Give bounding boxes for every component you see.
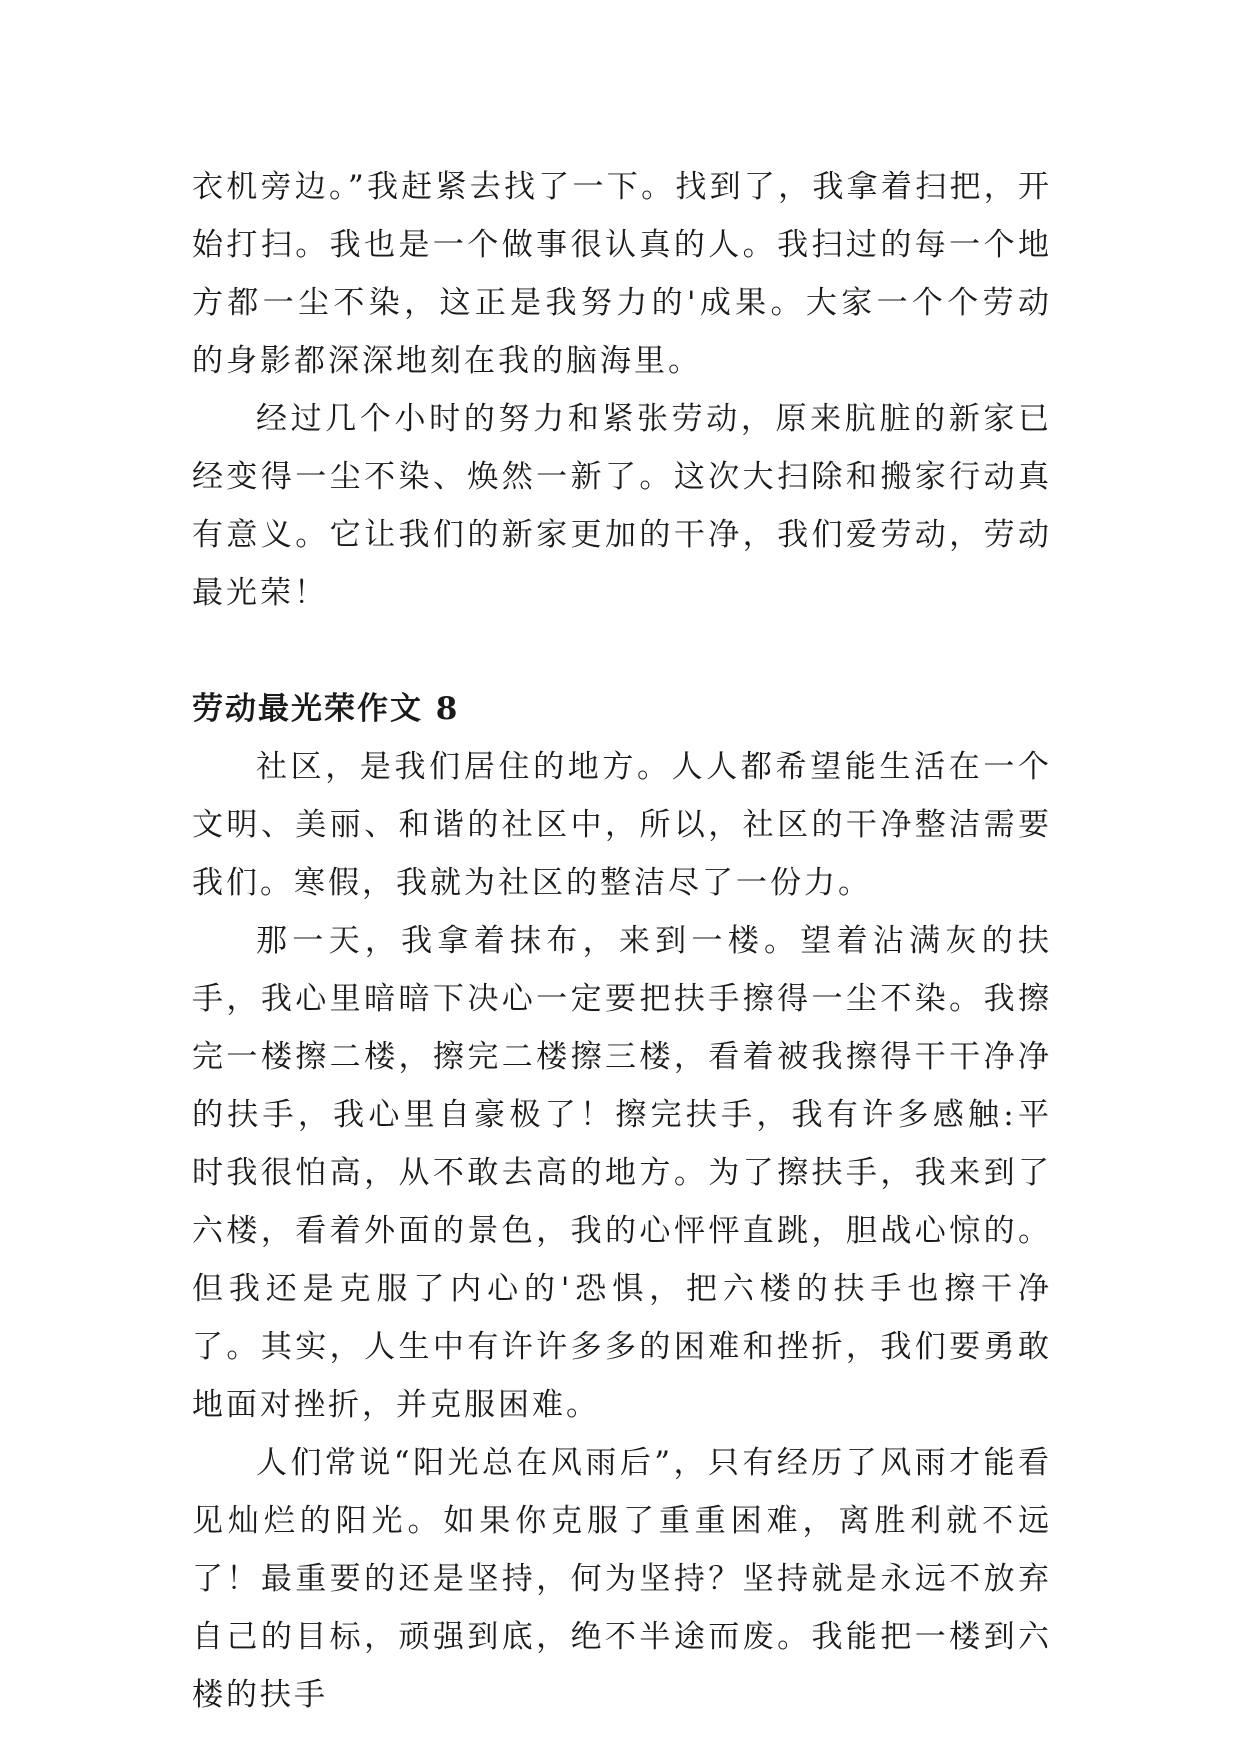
paragraph-3: 社区，是我们居住的地方。人人都希望能生活在一个文明、美丽、和谐的社区中，所以，社区的干净整洁需要我们。寒假，我就为社区的整洁尽了一份力。 [192,749,1052,901]
document-body [192,158,1052,1724]
paragraph-4: 那一天，我拿着抹布，来到一楼。望着沾满灰的扶手，我心里暗暗下决心一定要把扶手擦得一尘不染。我擦完一楼擦二楼，擦完二楼擦三楼，看着被我擦得干干净净的扶手，我心里自豪极了！擦完扶手，我有许多感触:平时我很怕高，从不敢去高的地方。为了擦扶手，我来到了六楼，看着外面的景色，我的心怦怦直跳，胆战心惊的。但我还是克服了内心的'恐惧，把六楼的扶手也擦干净了。其实，人生中有许许多多的困难和挫折，我们要勇敢地面对挫折，并克服困难。 [192,923,1052,1423]
paragraph-1: 衣机旁边。”我赶紧去找了一下。找到了，我拿着扫把，开始打扫。我也是一个做事很认真的人。我扫过的每一个地方都一尘不染，这正是我努力的'成果。大家一个个劳动的身影都深深地刻在我的脑海里。 [192,169,1052,379]
paragraph-5: 人们常说“阳光总在风雨后”，只有经历了风雨才能看见灿烂的阳光。如果你克服了重重困难，离胜利就不远了！最重要的还是坚持，何为坚持？坚持就是永远不放弃自己的目标，顽强到底，绝不半途而废。我能把一楼到六楼的扶手 [192,1445,1052,1713]
section-title: 劳动最光荣作文 8 [192,691,460,727]
paragraph-2: 经过几个小时的努力和紧张劳动，原来肮脏的新家已经变得一尘不染、焕然一新了。这次大扫除和搬家行动真有意义。它让我们的新家更加的干净，我们爱劳动，劳动最光荣！ [192,401,1052,611]
